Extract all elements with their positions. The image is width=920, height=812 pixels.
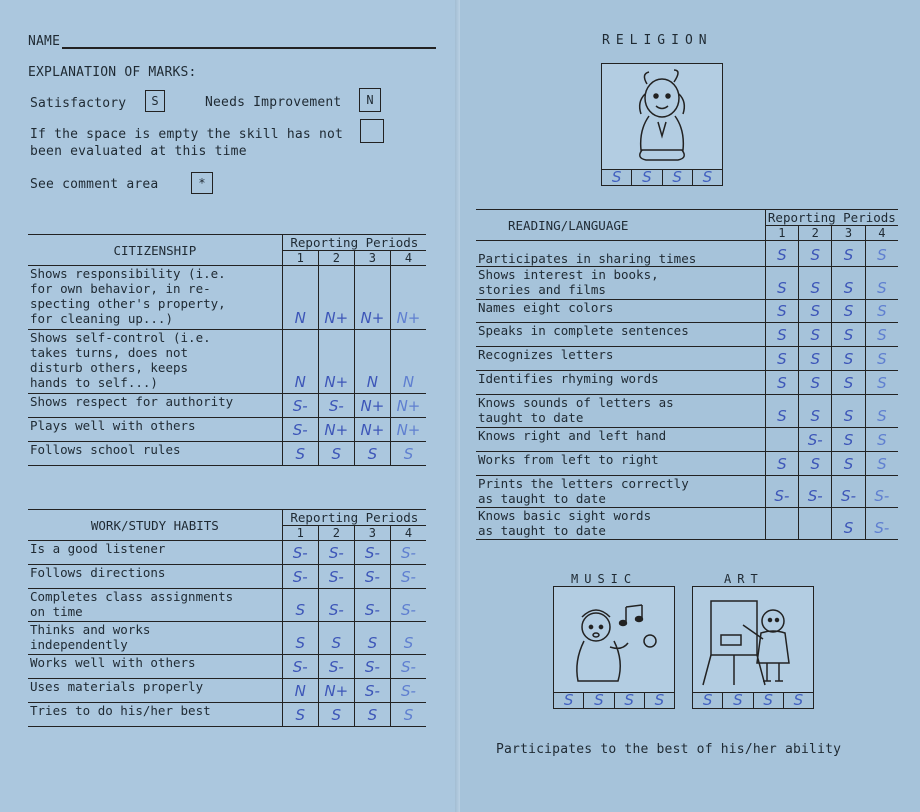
skill-label: Shows interest in books, stories and films <box>476 267 765 300</box>
period-header: 2 <box>318 526 354 541</box>
skill-label: Speaks in complete sentences <box>476 323 765 347</box>
mark-cell: N+ <box>318 330 354 394</box>
table-row <box>28 589 426 622</box>
mark-cell: S <box>583 692 613 708</box>
mark-cell: N+ <box>354 418 390 442</box>
mark-cell: S <box>765 241 798 267</box>
table-row <box>28 679 426 703</box>
mark-cell: S <box>783 692 813 708</box>
skill-label: Uses materials properly <box>28 679 282 703</box>
citizenship-title: CITIZENSHIP <box>28 235 282 266</box>
citizenship-table <box>28 234 426 466</box>
mark-cell: N+ <box>390 266 426 330</box>
mark-cell: N <box>354 330 390 394</box>
table-row <box>476 323 898 347</box>
table-row <box>28 622 426 655</box>
mark-cell: S <box>799 267 832 300</box>
skill-label: Shows responsibility (i.e. for own behavior, in re- specting other's property, for cleaning up...) <box>28 266 282 330</box>
mark-cell: S- <box>390 565 426 589</box>
mark-cell: N+ <box>390 418 426 442</box>
mark-cell: S <box>662 169 692 185</box>
work-study-periods-label: Reporting Periods <box>282 510 426 526</box>
mark-cell: S <box>865 371 898 395</box>
needs-improvement-label: Needs Improvement <box>205 95 342 110</box>
mark-cell: N <box>282 266 318 330</box>
skill-label: Is a good listener <box>28 541 282 565</box>
mark-cell <box>765 428 798 452</box>
mark-cell: S- <box>318 541 354 565</box>
mark-cell: S <box>765 395 798 428</box>
mark-cell: S <box>563 691 574 709</box>
mark-cell: S <box>644 692 674 708</box>
table-row <box>28 418 426 442</box>
table-row <box>476 267 898 300</box>
mark-cell: S <box>765 323 798 347</box>
table-row <box>476 241 898 267</box>
mark-cell: S <box>799 452 832 476</box>
work-study-title: WORK/STUDY HABITS <box>28 510 282 541</box>
mark-cell: N <box>390 330 426 394</box>
art-title: ART <box>724 572 764 586</box>
mark-cell: N+ <box>354 266 390 330</box>
reading-language-title: READING/LANGUAGE <box>476 210 765 241</box>
table-row <box>476 476 898 508</box>
religion-title: RELIGION <box>602 33 713 48</box>
name-field-line[interactable] <box>62 47 436 49</box>
skill-label: Participates in sharing times <box>476 241 765 267</box>
mark-cell: S <box>282 589 318 622</box>
mark-cell: N+ <box>318 418 354 442</box>
mark-cell: S <box>832 371 865 395</box>
table-row <box>476 300 898 323</box>
table-row <box>476 508 898 540</box>
table-row <box>28 565 426 589</box>
mark-cell: S <box>390 442 426 466</box>
mark-cell: N+ <box>318 266 354 330</box>
table-row <box>476 347 898 371</box>
mark-cell: S- <box>282 394 318 418</box>
mark-cell: S <box>832 395 865 428</box>
mark-cell: S- <box>318 565 354 589</box>
mark-cell: S <box>832 300 865 323</box>
mark-cell: S- <box>282 418 318 442</box>
work-study-table <box>28 509 426 727</box>
mark-cell: S <box>753 692 783 708</box>
mark-cell: S- <box>318 394 354 418</box>
mark-cell: S <box>692 169 722 185</box>
skill-label: Knows sounds of letters as taught to date <box>476 395 765 428</box>
mark-cell: S- <box>865 508 898 540</box>
mark-cell: S- <box>799 476 832 508</box>
skill-label: Works well with others <box>28 655 282 679</box>
mark-cell: S <box>799 347 832 371</box>
table-row <box>28 541 426 565</box>
table-row <box>476 395 898 428</box>
mark-cell: S- <box>354 541 390 565</box>
mark-cell: S <box>799 323 832 347</box>
mark-cell: S <box>865 347 898 371</box>
mark-cell: S- <box>282 655 318 679</box>
skill-label: Works from left to right <box>476 452 765 476</box>
satisfactory-label: Satisfactory <box>30 96 127 111</box>
empty-mark-box <box>360 119 384 143</box>
needs-improvement-mark-box: N <box>359 88 381 112</box>
reading-periods-label: Reporting Periods <box>765 210 898 226</box>
mark-cell: S <box>799 395 832 428</box>
mark-cell: S <box>799 371 832 395</box>
mark-cell: S <box>865 300 898 323</box>
skill-label: Names eight colors <box>476 300 765 323</box>
mark-cell: S <box>832 428 865 452</box>
mark-cell: S <box>614 692 644 708</box>
mark-cell: S <box>865 241 898 267</box>
period-header: 1 <box>282 251 318 266</box>
skill-label: Knows basic sight words as taught to date <box>476 508 765 540</box>
painting-child-icon <box>693 587 813 692</box>
mark-cell: S <box>318 622 354 655</box>
mark-cell: S- <box>390 541 426 565</box>
mark-cell: S <box>865 323 898 347</box>
mark-cell: N+ <box>354 394 390 418</box>
mark-cell: S <box>354 622 390 655</box>
praying-child-icon <box>602 64 722 169</box>
mark-cell: S <box>282 622 318 655</box>
mark-cell: S <box>832 508 865 540</box>
mark-cell: S- <box>282 541 318 565</box>
name-label: NAME <box>28 34 61 49</box>
period-header: 2 <box>799 226 832 241</box>
period-header: 4 <box>865 226 898 241</box>
mark-cell: S- <box>799 428 832 452</box>
mark-cell: S <box>722 692 752 708</box>
table-row <box>28 394 426 418</box>
mark-cell: S- <box>354 655 390 679</box>
mark-cell: S <box>832 452 865 476</box>
mark-cell: S- <box>318 655 354 679</box>
mark-cell: S <box>318 442 354 466</box>
period-header: 3 <box>832 226 865 241</box>
skill-label: Prints the letters correctly as taught to date <box>476 476 765 508</box>
skill-label: Follows school rules <box>28 442 282 466</box>
mark-cell: N+ <box>390 394 426 418</box>
comment-mark-box: * <box>191 172 213 194</box>
table-row <box>28 442 426 466</box>
table-row <box>28 266 426 330</box>
period-header: 4 <box>390 251 426 266</box>
mark-cell: S- <box>354 565 390 589</box>
mark-cell: S <box>865 267 898 300</box>
table-row <box>476 371 898 395</box>
mark-cell: N <box>282 679 318 703</box>
religion-illustration <box>601 63 723 170</box>
mark-cell: S <box>765 347 798 371</box>
skill-label: Tries to do his/her best <box>28 703 282 727</box>
reading-language-table <box>476 209 898 540</box>
mark-cell: S- <box>765 476 798 508</box>
table-row <box>28 703 426 727</box>
skill-label: Follows directions <box>28 565 282 589</box>
right-page <box>460 0 920 812</box>
period-header: 3 <box>354 526 390 541</box>
skill-label: Completes class assignments on time <box>28 589 282 622</box>
mark-cell: S <box>865 452 898 476</box>
period-header: 2 <box>318 251 354 266</box>
satisfactory-mark-box: S <box>145 90 165 112</box>
skill-label: Plays well with others <box>28 418 282 442</box>
mark-cell: S- <box>390 679 426 703</box>
art-marks-strip <box>692 692 814 709</box>
mark-cell: S <box>799 241 832 267</box>
religion-marks-strip <box>601 169 723 186</box>
citizenship-periods-label: Reporting Periods <box>282 235 426 251</box>
mark-cell: S <box>832 347 865 371</box>
mark-cell: S <box>354 703 390 727</box>
empty-space-note-line1: If the space is empty the skill has not <box>30 127 344 142</box>
mark-cell <box>765 508 798 540</box>
mark-cell: N+ <box>318 679 354 703</box>
footer-text: Participates to the best of his/her ability <box>496 742 842 757</box>
period-header: 1 <box>282 526 318 541</box>
skill-label: Shows respect for authority <box>28 394 282 418</box>
art-illustration <box>692 586 814 693</box>
table-row <box>476 452 898 476</box>
mark-cell: N <box>282 330 318 394</box>
mark-cell: S <box>765 452 798 476</box>
mark-cell: S <box>832 241 865 267</box>
mark-cell: S <box>865 428 898 452</box>
mark-cell: S <box>865 395 898 428</box>
skill-label: Identifies rhyming words <box>476 371 765 395</box>
mark-cell: S <box>765 267 798 300</box>
mark-cell: S <box>765 371 798 395</box>
mark-cell: S <box>832 323 865 347</box>
skill-label: Shows self-control (i.e. takes turns, does not disturb others, keeps hands to self...) <box>28 330 282 394</box>
period-header: 4 <box>390 526 426 541</box>
music-title: MUSIC <box>571 572 638 586</box>
mark-cell: S <box>799 300 832 323</box>
mark-cell: S <box>390 622 426 655</box>
mark-cell: S- <box>354 589 390 622</box>
mark-cell: S- <box>354 679 390 703</box>
mark-cell: S- <box>390 655 426 679</box>
table-row <box>28 655 426 679</box>
mark-cell: S- <box>282 565 318 589</box>
mark-cell: S- <box>318 589 354 622</box>
mark-cell: S- <box>390 589 426 622</box>
mark-cell <box>799 508 832 540</box>
period-header: 1 <box>765 226 798 241</box>
table-row <box>476 428 898 452</box>
mark-cell: S <box>832 267 865 300</box>
comment-label: See comment area <box>30 177 159 192</box>
singing-child-icon <box>554 587 674 692</box>
mark-cell: S <box>611 168 622 186</box>
period-header: 3 <box>354 251 390 266</box>
table-row <box>28 330 426 394</box>
mark-cell: S <box>282 703 318 727</box>
music-illustration <box>553 586 675 693</box>
mark-cell: S <box>354 442 390 466</box>
explanation-title: EXPLANATION OF MARKS: <box>28 65 197 80</box>
mark-cell: S- <box>865 476 898 508</box>
mark-cell: S <box>390 703 426 727</box>
skill-label: Knows right and left hand <box>476 428 765 452</box>
mark-cell: S <box>631 169 661 185</box>
skill-label: Thinks and works independently <box>28 622 282 655</box>
skill-label: Recognizes letters <box>476 347 765 371</box>
empty-space-note-line2: been evaluated at this time <box>30 144 247 159</box>
mark-cell: S <box>702 691 713 709</box>
mark-cell: S <box>318 703 354 727</box>
mark-cell: S- <box>832 476 865 508</box>
mark-cell: S <box>765 300 798 323</box>
music-marks-strip <box>553 692 675 709</box>
mark-cell: S <box>282 442 318 466</box>
